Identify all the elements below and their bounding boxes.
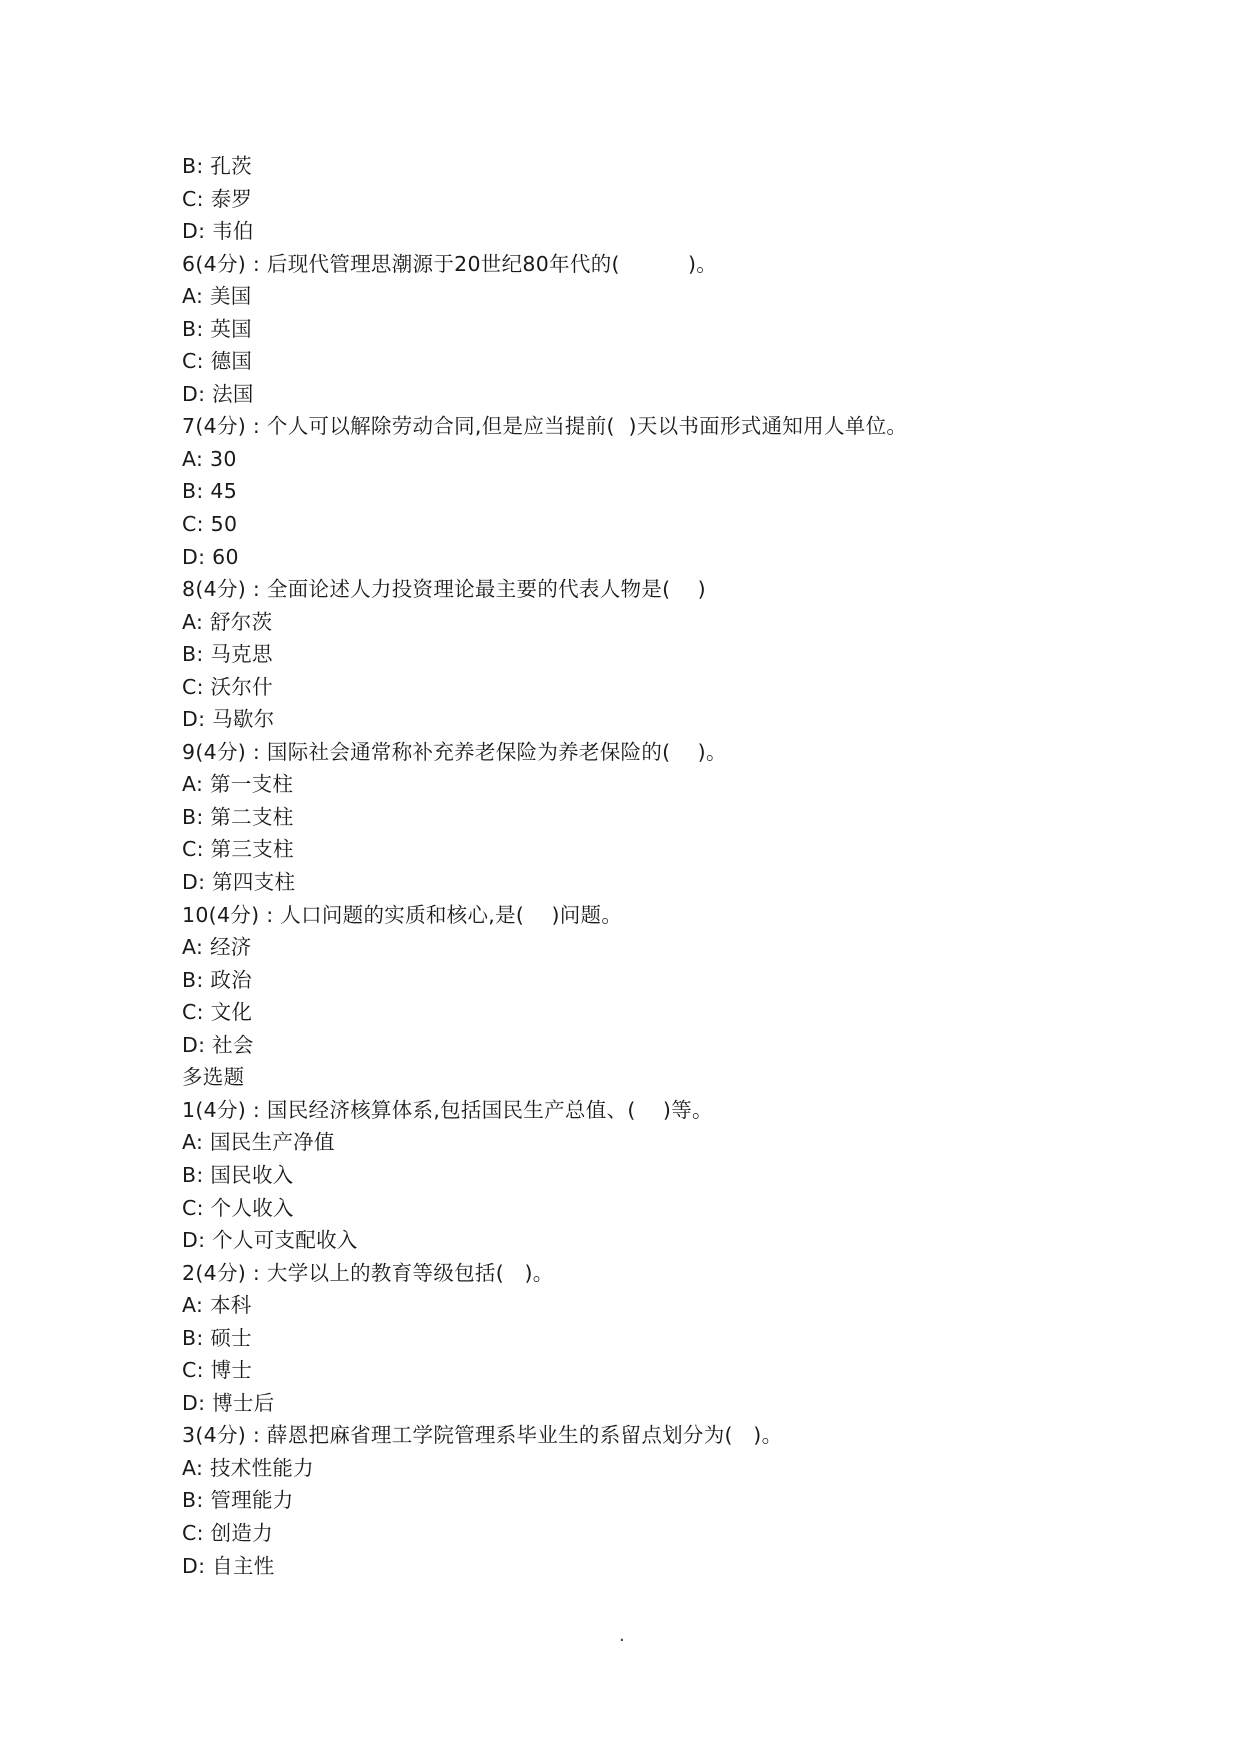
option-line: B: 政治 (182, 967, 252, 992)
option-line: C: 创造力 (182, 1520, 274, 1545)
option-line: B: 马克思 (182, 642, 273, 667)
option-line: C: 文化 (182, 1000, 253, 1025)
question-line: 3(4分) : 薛恩把麻省理工学院管理系毕业生的系留点划分为( )。 (182, 1423, 783, 1448)
option-line: A: 经济 (182, 935, 252, 960)
question-line: 7(4分) : 个人可以解除劳动合同,但是应当提前( )天以书面形式通知用人单位。 (182, 414, 908, 439)
option-line: D: 个人可支配收入 (182, 1228, 358, 1253)
option-line: C: 德国 (182, 349, 253, 374)
option-line: D: 社会 (182, 1032, 254, 1057)
question-line: 2(4分) : 大学以上的教育等级包括( )。 (182, 1260, 554, 1285)
option-line: D: 自主性 (182, 1553, 275, 1578)
option-line: A: 本科 (182, 1293, 252, 1318)
option-line: C: 50 (182, 512, 238, 537)
option-line: D: 马歇尔 (182, 707, 275, 732)
option-line: B: 管理能力 (182, 1488, 294, 1513)
question-line: 8(4分) : 全面论述人力投资理论最主要的代表人物是( ) (182, 577, 706, 602)
option-line: D: 法国 (182, 381, 254, 406)
option-line: B: 45 (182, 479, 238, 504)
option-line: D: 60 (182, 544, 239, 569)
option-line: C: 第三支柱 (182, 837, 294, 862)
option-line: A: 美国 (182, 284, 252, 309)
question-line: 10(4分) : 人口问题的实质和核心,是( )问题。 (182, 902, 623, 927)
option-line: A: 国民生产净值 (182, 1130, 335, 1155)
option-line: D: 第四支柱 (182, 870, 296, 895)
option-line: D: 韦伯 (182, 219, 254, 244)
page-footer-mark: . (619, 1625, 625, 1646)
option-line: A: 舒尔茨 (182, 609, 273, 634)
document-body (182, 150, 1142, 1582)
question-line: 9(4分) : 国际社会通常称补充养老保险为养老保险的( )。 (182, 739, 727, 764)
option-line: B: 孔茨 (182, 154, 252, 178)
option-line: A: 第一支柱 (182, 772, 294, 797)
option-line: D: 博士后 (182, 1390, 275, 1415)
question-line: 6(4分) : 后现代管理思潮源于20世纪80年代的( )。 (182, 251, 718, 276)
section-heading: 多选题 (182, 1065, 245, 1090)
option-line: B: 第二支柱 (182, 804, 294, 829)
option-line: C: 泰罗 (182, 186, 253, 211)
option-line: A: 技术性能力 (182, 1455, 314, 1480)
option-line: B: 国民收入 (182, 1162, 294, 1187)
option-line: C: 个人收入 (182, 1195, 294, 1220)
option-line: A: 30 (182, 446, 237, 471)
option-line: B: 硕士 (182, 1325, 252, 1350)
option-line: C: 博士 (182, 1358, 253, 1383)
question-line: 1(4分) : 国民经济核算体系,包括国民生产总值、( )等。 (182, 1097, 713, 1122)
option-line: B: 英国 (182, 316, 252, 341)
option-line: C: 沃尔什 (182, 674, 274, 699)
